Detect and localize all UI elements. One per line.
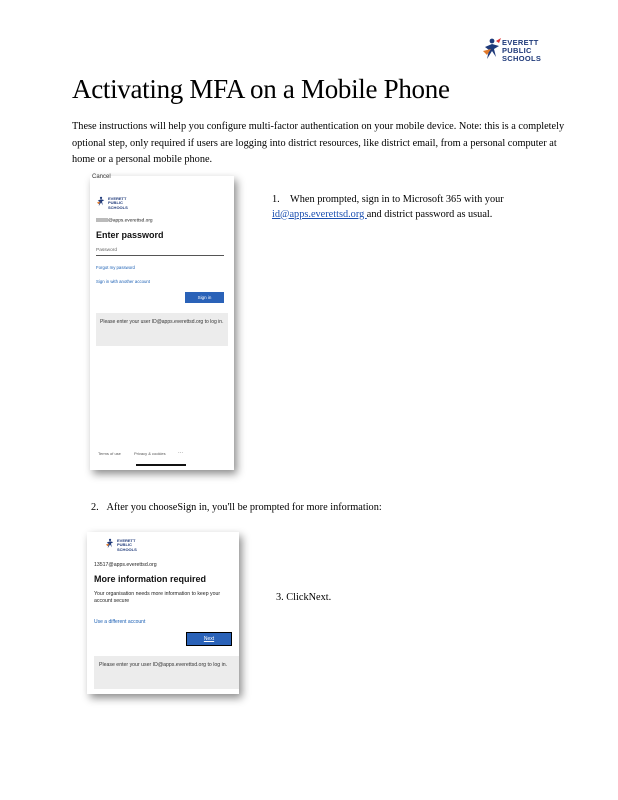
mini-logo-2-line-1: EVERETT — [117, 538, 136, 543]
everett-logo-icon — [482, 37, 504, 63]
cancel-link[interactable]: Cancel — [92, 174, 111, 180]
mini-logo-2-line-2: PUBLIC — [117, 542, 132, 548]
enter-password-heading: Enter password — [96, 230, 164, 240]
sign-in-button[interactable]: Sign in — [185, 292, 224, 303]
account-email — [96, 218, 153, 223]
mini-logo-line-1: EVERETT — [108, 196, 127, 201]
screenshot-enter-password — [90, 176, 234, 470]
privacy-link[interactable]: Privacy & cookies — [134, 451, 166, 456]
step-1 — [272, 193, 572, 222]
forgot-password-link[interactable]: Forgot my password — [96, 265, 135, 270]
account-email-2: 13517@apps.everettsd.org — [94, 562, 157, 568]
different-account-link[interactable]: Use a different account — [94, 619, 146, 625]
intro-paragraph: These instructions will help you configure multi-factor authentication on your mobile device. Note: this is a completely optional step, only required if users are logging into district resources, like district email, from a personal computer at home or a personal mobile phone. — [72, 121, 565, 165]
more-options[interactable]: ··· — [178, 450, 183, 456]
step-2 — [91, 501, 491, 516]
info-box: Please enter your user ID@apps.everettsd.org to log in. — [96, 313, 228, 346]
everett-public-schools-logo — [482, 37, 552, 65]
home-indicator — [136, 464, 186, 466]
everett-logo-icon — [96, 196, 107, 208]
mini-logo-line-2: PUBLIC — [108, 200, 123, 206]
mini-logo-2 — [105, 538, 145, 552]
other-account-link[interactable]: Sign in with another account — [96, 279, 150, 284]
logo-line-2: PUBLIC — [502, 46, 532, 55]
terms-link[interactable]: Terms of use — [98, 451, 121, 456]
page-title: Activating MFA on a Mobile Phone — [72, 74, 450, 104]
step-1-text-after: and district password as usual. — [366, 208, 493, 220]
step-2-text: After you chooseSign in, you'll be prompted for more information: — [106, 502, 382, 513]
logo-line-3: SCHOOLS — [502, 54, 542, 63]
info-box-2: Please enter your user ID@apps.everettsd.org to log in. — [94, 656, 239, 689]
more-info-body: Your organisation needs more information to keep your account secure — [94, 591, 221, 604]
everett-logo-icon — [105, 538, 116, 550]
mini-logo-line-3: SCHOOLS — [108, 204, 128, 210]
step-1-number: 1. — [272, 194, 280, 205]
step-1-text: When prompted, sign in to Microsoft 365 with your — [290, 194, 504, 205]
account-domain: @apps.everettsd.org — [108, 218, 153, 224]
step-1-email-link[interactable]: id@apps.everettsd.org — [272, 208, 367, 220]
more-info-heading: More information required — [94, 574, 207, 584]
screenshot-more-info — [87, 532, 239, 694]
next-button[interactable]: Next — [186, 632, 232, 646]
logo-line-1: EVERETT — [502, 38, 539, 47]
mini-logo — [96, 196, 136, 210]
step-3: 3. ClickNext. — [276, 592, 332, 603]
password-field[interactable]: Password — [96, 248, 224, 256]
mini-logo-2-line-3: SCHOOLS — [117, 546, 137, 552]
redacted-id — [96, 218, 108, 222]
step-2-number: 2. — [91, 502, 99, 513]
